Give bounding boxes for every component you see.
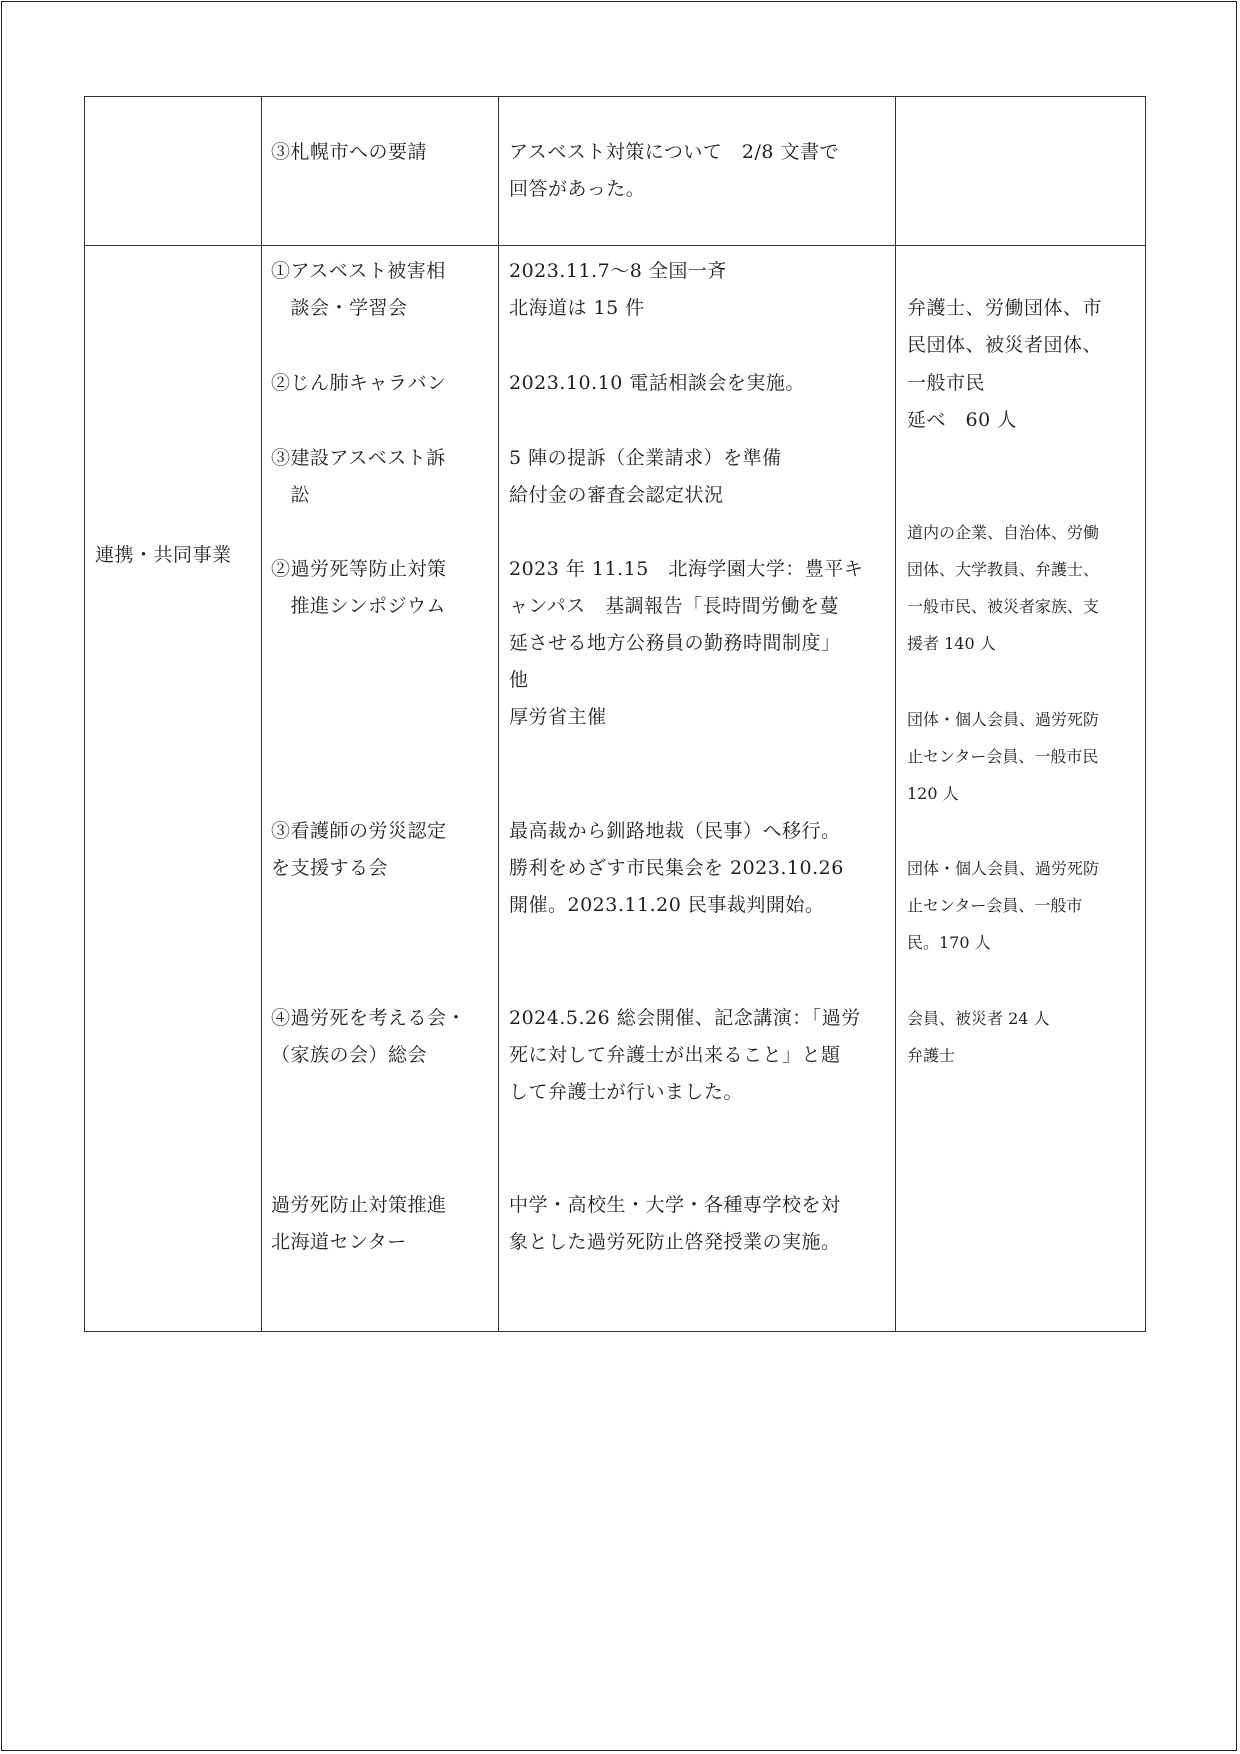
column-divider [261,97,262,1331]
entry-item: ②過労死等防止対策 [271,558,447,580]
entry-content: 勝利をめざす市民集会を 2023.10.26 [509,857,844,879]
entry-content: 最高裁から釧路地裁（民事）へ移行。 [509,820,841,842]
row-divider [85,245,1145,246]
entry-item: 北海道センター [271,1231,407,1253]
participants-text: 団体・個人会員、過労死防 [907,859,1100,878]
entry-content: 北海道は 15 件 [509,297,645,319]
entry-item: 談会・学習会 [271,297,408,319]
participants-text: 一般市民 [907,372,986,394]
entry-content: 5 陣の提訴（企業請求）を準備 [509,447,782,469]
entry-item: ①アスベスト被害相 [271,260,446,282]
participants-text: 120 人 [907,784,959,803]
participants-text: 団体・個人会員、過労死防 [907,710,1100,729]
row1-content-line1: アスベスト対策について 2/8 文書で [509,141,839,163]
entry-content: 死に対して弁護士が出来ること」と題 [509,1044,841,1066]
entry-content: 2024.5.26 総会開催、記念講演：「過労 [509,1007,861,1029]
entry-item: （家族の会）総会 [271,1044,428,1066]
entry-item: 過労死防止対策推進 [271,1194,447,1216]
participants-text: 一般市民、被災者家族、支 [907,597,1100,616]
row1-item: ③札幌市への要請 [271,141,428,163]
entry-content: ャンパス 基調報告「長時間労働を蔓 [509,595,840,617]
entry-content: 厚労省主催 [509,706,607,728]
entry-content: して弁護士が行いました。 [509,1081,744,1103]
participants-text: 会員、被災者 24 人 [907,1009,1050,1028]
participants-text: 弁護士、労働団体、市 [907,297,1103,319]
entry-content: 延させる地方公務員の勤務時間制度」 [509,632,841,654]
participants-text: 民団体、被災者団体、 [907,334,1103,356]
entry-content: 給付金の審査会認定状況 [509,484,724,506]
entry-content: 2023.10.10 電話相談会を実施。 [509,372,805,394]
entry-content: 2023.11.7～8 全国一斉 [509,260,727,282]
entry-item: 訟 [271,484,311,506]
category-label: 連携・共同事業 [95,544,232,566]
entry-item: ④過労死を考える会・ [271,1007,467,1029]
entry-content: 他 [509,669,529,691]
participants-text: 止センター会員、一般市 [907,896,1083,915]
participants-text: 延べ 60 人 [907,409,1017,431]
column-divider [895,97,896,1331]
participants-text: 民。170 人 [907,933,991,952]
participants-text: 援者 140 人 [907,634,996,653]
entry-content: 開催。2023.11.20 民事裁判開始。 [509,894,825,916]
participants-text: 道内の企業、自治体、労働 [907,523,1100,542]
entry-content: 象とした過労死防止啓発授業の実施。 [509,1231,841,1253]
entry-item: 推進シンポジウム [271,595,446,617]
row1-content-line2: 回答があった。 [509,178,646,200]
participants-text: 弁護士 [907,1046,956,1065]
entry-content: 中学・高校生・大学・各種専学校を対 [509,1194,841,1216]
entry-item: を支援する会 [271,857,389,879]
activity-table [84,96,1146,1332]
entry-item: ③看護師の労災認定 [271,820,447,842]
column-divider [498,97,499,1331]
entry-content: 2023 年 11.15 北海学園大学：豊平キ [509,558,864,580]
participants-text: 団体、大学教員、弁護士、 [907,560,1100,579]
entry-item: ③建設アスベスト訴 [271,447,446,469]
entry-item: ②じん肺キャラバン [271,372,447,394]
participants-text: 止センター会員、一般市民 [907,747,1099,766]
